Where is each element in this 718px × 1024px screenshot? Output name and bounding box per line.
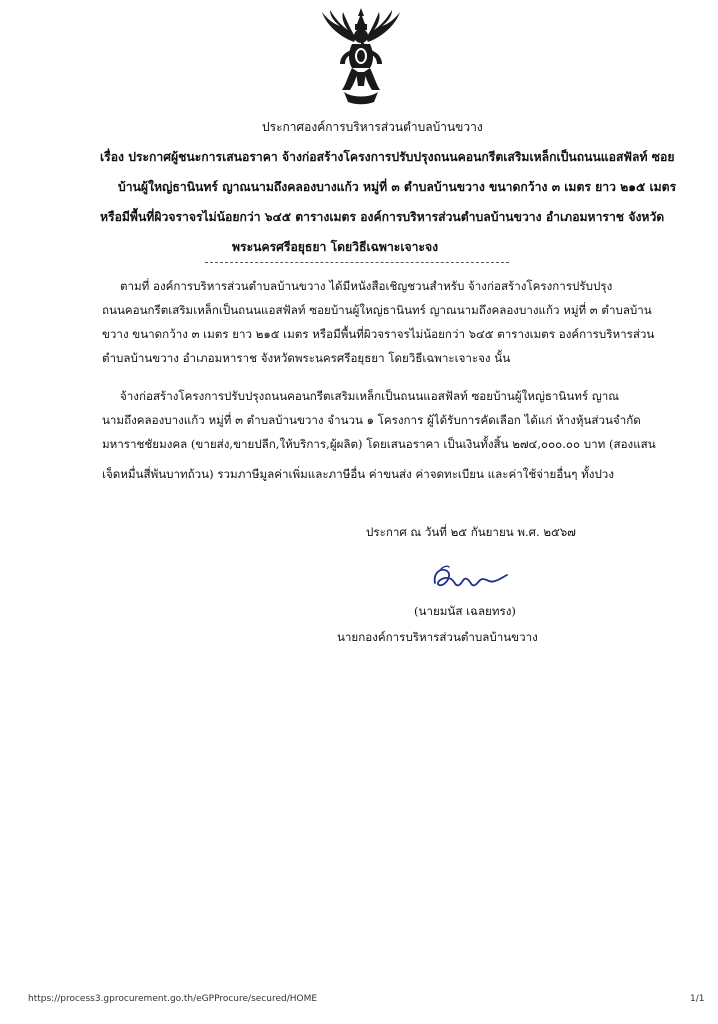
announcement-date: ประกาศ ณ วันที่ ๒๕ กันยายน พ.ศ. ๒๕๖๗ [366, 525, 576, 539]
footer-url: https://process3.gprocurement.go.th/eGPProcure/secured/HOME [28, 994, 318, 1004]
subject-line-2: บ้านผู้ใหญ่ธานินทร์ ญาณนามถึงคลองบางแก้ว หมู่ที่ ๓ ตำบลบ้านขวาง ขนาดกว้าง ๓ เมตร ยาว ๒๑๕ เมตร [118, 180, 677, 194]
subject-line-4: พระนครศรีอยุธยา โดยวิธีเฉพาะเจาะจง [232, 240, 439, 254]
signer-name: (นายมนัส เฉลยทรง) [414, 604, 516, 618]
paragraph-1-line-1: ตามที่ องค์การบริหารส่วนตำบลบ้านขวาง ได้มีหนังสือเชิญชวนสำหรับ จ้างก่อสร้างโครงการปรับปรุง [120, 279, 613, 293]
paragraph-1-line-4: ตำบลบ้านขวาง อำเภอมหาราช จังหวัดพระนครศรีอยุธยา โดยวิธีเฉพาะเจาะจง นั้น [102, 351, 511, 365]
document-title: ประกาศองค์การบริหารส่วนตำบลบ้านขวาง [262, 120, 483, 134]
handwritten-signature [429, 561, 511, 597]
subject-line-1: เรื่อง ประกาศผู้ชนะการเสนอราคา จ้างก่อสร้างโครงการปรับปรุงถนนคอนกรีตเสริมเหล็กเป็นถนนแอสฟัลท์ ซอย [100, 150, 675, 164]
footer-page-number: 1/1 [690, 994, 705, 1004]
garuda-emblem-icon [318, 6, 404, 106]
paragraph-1-line-3: ขวาง ขนาดกว้าง ๓ เมตร ยาว ๒๑๕ เมตร หรือมีพื้นที่ผิวจราจรไม่น้อยกว่า ๖๔๕ ตารางเมตร องค์การบริหารส่วน [102, 327, 655, 341]
paragraph-2-line-4: เจ็ดหมื่นสี่พันบาทถ้วน) รวมภาษีมูลค่าเพิ่มและภาษีอื่น ค่าขนส่ง ค่าจดทะเบียน และค่าใช้จ่ายอื่นๆ ทั้งปวง [102, 467, 614, 481]
paragraph-2-line-2: นามถึงคลองบางแก้ว หมู่ที่ ๓ ตำบลบ้านขวาง จำนวน ๑ โครงการ ผู้ได้รับการคัดเลือก ได้แก่ ห้างหุ้นส่วนจำกัด [102, 413, 641, 427]
paragraph-2-line-3: มหาราชชัยมงคล (ขายส่ง,ขายปลีก,ให้บริการ,ผู้ผลิต) โดยเสนอราคา เป็นเงินทั้งสิ้น ๒๗๔,๐๐๐.๐๐ บาท (สองแสน [102, 437, 656, 451]
dashed-divider [205, 262, 509, 263]
paragraph-1-line-2: ถนนคอนกรีตเสริมเหล็กเป็นถนนแอสฟัลท์ ซอยบ้านผู้ใหญ่ธานินทร์ ญาณนามถึงคลองบางแก้ว หมู่ที่ ๓ ตำบลบ้าน [102, 303, 652, 317]
signer-position: นายกองค์การบริหารส่วนตำบลบ้านขวาง [337, 630, 538, 644]
paragraph-2-line-1: จ้างก่อสร้างโครงการปรับปรุงถนนคอนกรีตเสริมเหล็กเป็นถนนแอสฟัลท์ ซอยบ้านผู้ใหญ่ธานินทร์ ญาณ [120, 389, 619, 403]
subject-line-3: หรือมีพื้นที่ผิวจราจรไม่น้อยกว่า ๖๔๕ ตารางเมตร องค์การบริหารส่วนตำบลบ้านขวาง อำเภอมหาราช จังหวัด [100, 210, 665, 224]
